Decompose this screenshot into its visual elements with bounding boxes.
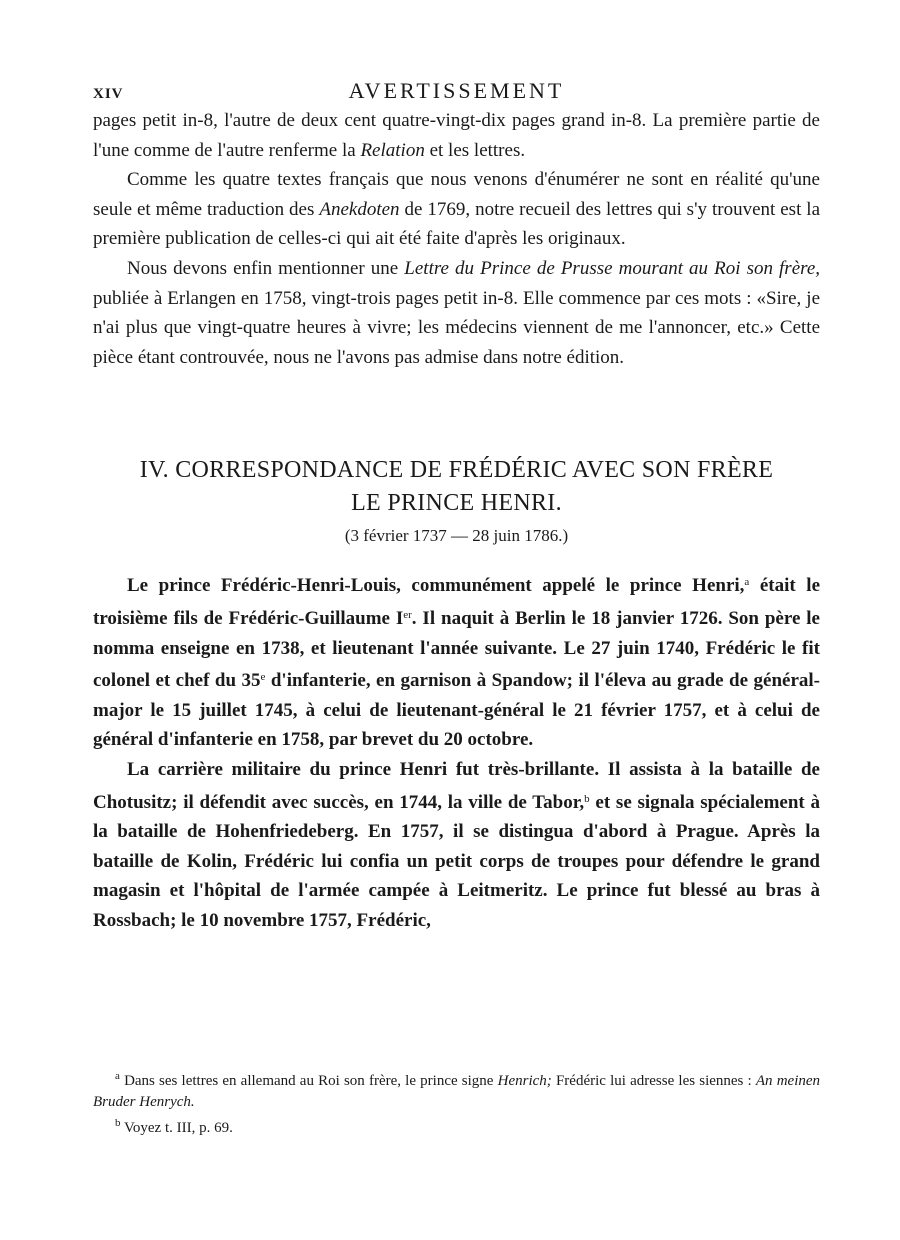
- section-title: [93, 454, 820, 520]
- top-paragraphs: [93, 106, 820, 372]
- paragraph-4: Le prince Frédéric-Henri-Louis, communément appelé le prince Henri,$^a$ était le troisième fils de Frédéric-Guillaume Ier. Il naquit à Berlin le 18 janvier 1726. Son père le nomma enseigne en 1738, et lieutenant l'année suivante. Le 27 juin 1740, Frédéric le fit colonel et chef du 35e d'infanterie, en garnison à Spandow; il l'éleva au grade de général-major le 15 juillet 1745, à celui de lieutenant-général le 21 février 1757, et à celui de général d'infanterie en 1758, par brevet du 20 octobre.: [93, 575, 821, 751]
- page-header: [93, 76, 820, 106]
- section-body: [93, 568, 820, 935]
- paragraph-3: Nous devons enfin mentionner une Lettre du Prince de Prusse mourant au Roi son frère, publiée à Erlangen en 1758, vingt-trois pages petit in-8. Elle commence par ces mots : «Sire, je n'ai plus que vingt-quatre heures à vivre; les médecins viennent de me l'annoncer, etc.» Cette pièce étant controuvée, nous ne l'avons pas admise dans notre édition.: [93, 257, 821, 368]
- paragraph-2: Comme les quatre textes français que nous venons d'énumérer ne sont en réalité qu'une seule et même traduction des Anekdoten de 1769, notre recueil des lettres qui s'y trouvent est la première publication de celles-ci qui ait été faite d'après les originaux.: [93, 169, 821, 250]
- section-title-line-2: LE PRINCE HENRI.: [351, 490, 562, 517]
- running-title: AVERTISSEMENT: [348, 78, 565, 103]
- footnote-a: $^a$ Dans ses lettres en allemand au Roi son frère, le prince signe Henrich; Frédéric lui adresse les siennes : An meinen Bruder Henrych.: [93, 1070, 821, 1110]
- footnote-ref-a: a: [744, 576, 750, 589]
- paragraph-1: pages petit in-8, l'autre de deux cent quatre-vingt-dix pages grand in-8. La première partie de l'une comme de l'autre renferme la Relation et les lettres.: [93, 110, 820, 161]
- page-number: XIV: [93, 86, 124, 102]
- section-title-line-1: IV. CORRESPONDANCE DE FRÉDÉRIC AVEC SON FRÈRE: [139, 457, 774, 484]
- page: [93, 76, 820, 935]
- footnote-b: $^b$ Voyez t. III, p. 69.: [115, 1117, 233, 1136]
- paragraph-5: La carrière militaire du prince Henri fut très-brillante. Il assista à la bataille de Chotusitz; il défendit avec succès, en 1744, la ville de Tabor,$^b$ et se signala spécialement à la bataille de Hohenfriedeberg. En 1757, il se distingua d'abord à Prague. Après la bataille de Kolin, Frédéric lui confia un petit corps de troupes pour défendre le grand magasin et l'hôpital de l'armée campée à Leitmeritz. Le prince fut blessé au bras à Rossbach; le 10 novembre 1757, Frédéric,: [93, 758, 820, 931]
- footnotes: [93, 1066, 820, 1139]
- section-dates: (3 février 1737 — 28 juin 1786.): [344, 526, 569, 546]
- footnote-ref-b: b: [584, 792, 590, 805]
